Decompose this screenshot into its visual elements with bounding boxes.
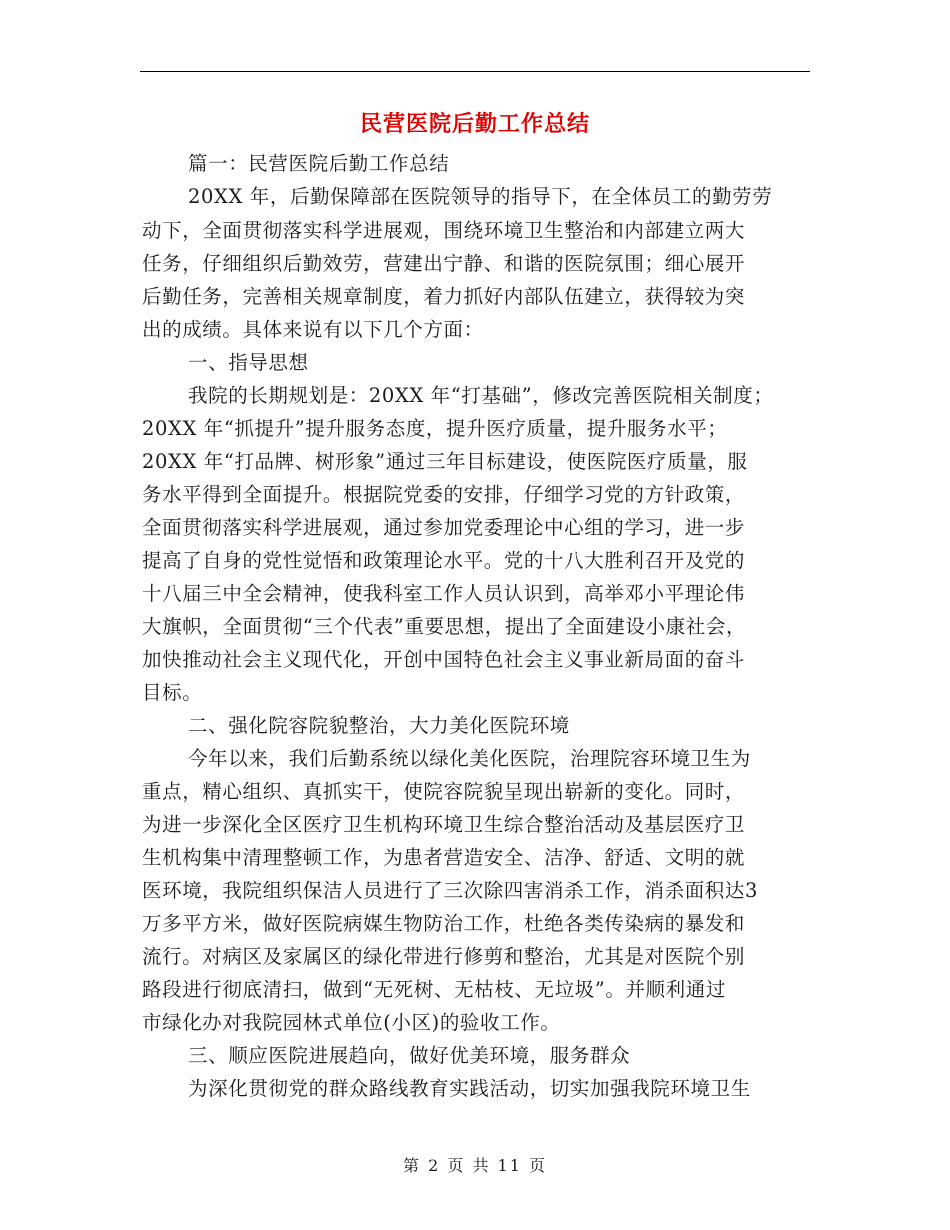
- paragraph-line: 今年以来，我们后勤系统以绿化美化医院，治理院容环境卫生为: [188, 747, 751, 770]
- paragraph-line: 务水平得到全面提升。根据院党委的安排，仔细学习党的方针政策，: [142, 483, 746, 506]
- paragraph-line: 市绿化办对我院园林式单位(小区)的验收工作。: [142, 1011, 561, 1034]
- paragraph-line: 生机构集中清理整顿工作，为患者营造安全、洁净、舒适、文明的就: [142, 846, 746, 869]
- paragraph-line: 大旗帜，全面贯彻“三个代表”重要思想，提出了全面建设小康社会，: [142, 615, 747, 638]
- paragraph-line: 流行。对病区及家属区的绿化带进行修剪和整治，尤其是对医院个别: [142, 945, 746, 968]
- paragraph-line: 20XX 年“打品牌、树形象”通过三年目标建设，使医院医疗质量，服: [142, 450, 748, 473]
- paragraph-line: 动下，全面贯彻落实科学进展观，围绕环境卫生整治和内部建立两大: [142, 219, 746, 242]
- paragraph-line: 万多平方米，做好医院病媒生物防治工作，杜绝各类传染病的暴发和: [142, 912, 746, 935]
- paragraph-line: 十八届三中全会精神，使我科室工作人员认识到，高举邓小平理论伟: [142, 582, 746, 605]
- paragraph-line: 为进一步深化全区医疗卫生机构环境卫生综合整治活动及基层医疗卫: [142, 813, 746, 836]
- paragraph-line: 医环境，我院组织保洁人员进行了三次除四害消杀工作，消杀面积达3: [142, 879, 759, 902]
- paragraph-line: 20XX 年，后勤保障部在医院领导的指导下，在全体员工的勤劳劳: [188, 185, 773, 208]
- paragraph-line: 出的成绩。具体来说有以下几个方面：: [142, 318, 484, 341]
- section-heading: 篇一：民营医院后勤工作总结: [188, 152, 450, 175]
- paragraph-line: 全面贯彻落实科学进展观，通过参加党委理论中心组的学习，进一步: [142, 516, 746, 539]
- document-title: 民营医院后勤工作总结: [359, 111, 590, 137]
- paragraph-line: 后勤任务，完善相关规章制度，着力抓好内部队伍建立，获得较为突: [142, 285, 746, 308]
- paragraph-line: 提高了自身的党性觉悟和政策理论水平。党的十八大胜利召开及党的: [142, 549, 746, 572]
- paragraph-line: 为深化贯彻党的群众路线教育实践活动，切实加强我院环境卫生: [188, 1077, 751, 1100]
- paragraph-line: 目标。: [142, 681, 203, 704]
- paragraph-line: 我院的长期规划是：20XX 年“打基础”，修改完善医院相关制度；: [188, 384, 774, 407]
- paragraph-line: 重点，精心组织、真抓实干，使院容院貌呈现出崭新的变化。同时，: [142, 780, 746, 803]
- paragraph-line: 路段进行彻底清扫，做到“无死树、无枯枝、无垃圾”。并顺利通过: [142, 978, 726, 1001]
- paragraph-line: 任务，仔细组织后勤效劳，营建出宁静、和谐的医院氛围；细心展开: [142, 252, 746, 275]
- paragraph-line: 20XX 年“抓提升”提升服务态度，提升医疗质量，提升服务水平；: [142, 417, 728, 440]
- paragraph-line: 加快推动社会主义现代化，开创中国特色社会主义事业新局面的奋斗: [142, 648, 746, 671]
- section-heading: 二、强化院容院貌整治，大力美化医院环境: [188, 714, 570, 737]
- section-heading: 三、顺应医院进展趋向，做好优美环境，服务群众: [188, 1044, 631, 1067]
- section-heading: 一、指导思想: [188, 351, 309, 374]
- header-rule: [140, 71, 810, 72]
- page-number-footer: 第 2 页 共 11 页: [403, 1156, 547, 1175]
